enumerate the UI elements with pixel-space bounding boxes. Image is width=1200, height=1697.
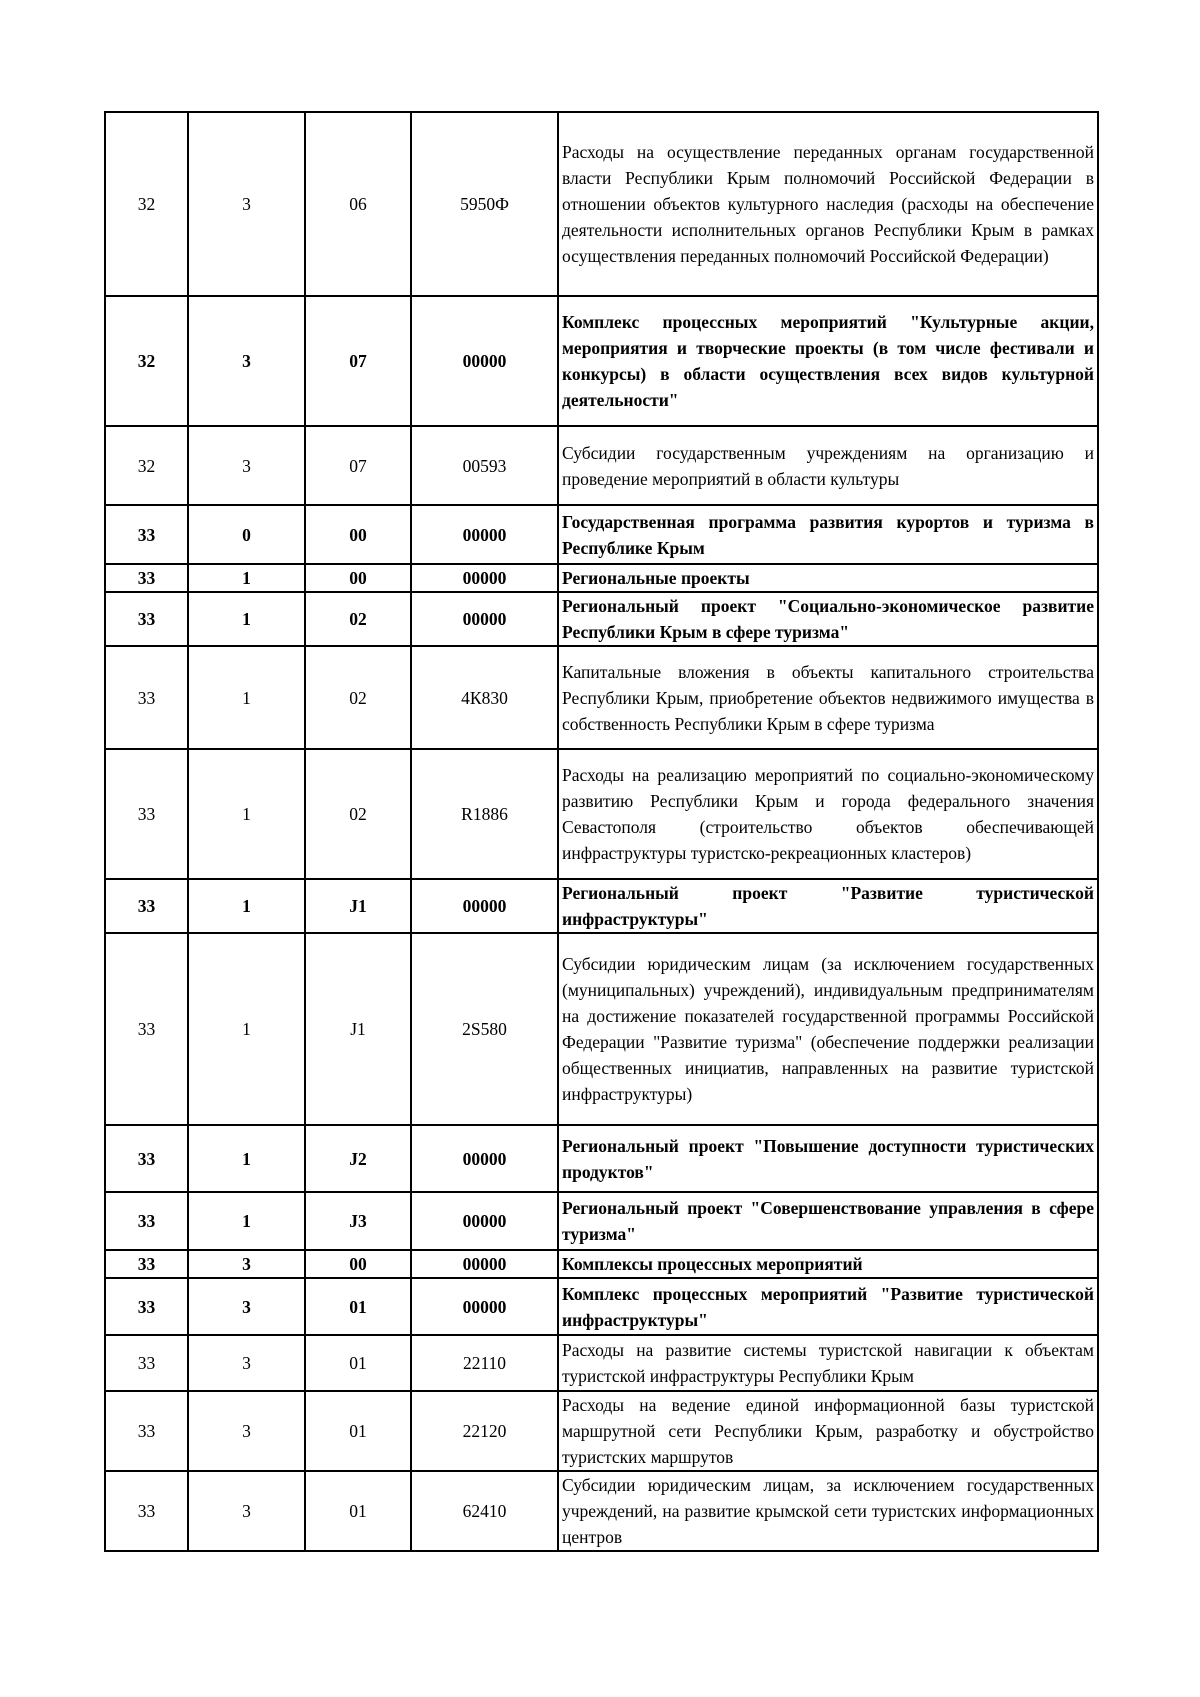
subprogram-code: 1 xyxy=(188,879,305,933)
direction-code: 62410 xyxy=(411,1471,558,1551)
direction-code: 22120 xyxy=(411,1391,558,1471)
event-code: 01 xyxy=(305,1335,411,1391)
subprogram-code: 3 xyxy=(188,1471,305,1551)
table-row xyxy=(105,1192,1098,1250)
subprogram-code: 3 xyxy=(188,112,305,296)
direction-code: 00000 xyxy=(411,592,558,646)
table-row xyxy=(105,1125,1098,1192)
table-row xyxy=(105,426,1098,505)
direction-code: 4К830 xyxy=(411,646,558,749)
subprogram-code: 3 xyxy=(188,426,305,505)
table-row xyxy=(105,1278,1098,1335)
table-row xyxy=(105,112,1098,296)
direction-code: 00593 xyxy=(411,426,558,505)
program-code: 33 xyxy=(105,1125,188,1192)
subprogram-code: 0 xyxy=(188,505,305,564)
direction-code: 00000 xyxy=(411,1250,558,1278)
program-code: 32 xyxy=(105,426,188,505)
program-code: 33 xyxy=(105,933,188,1125)
subprogram-code: 1 xyxy=(188,749,305,879)
program-code: 33 xyxy=(105,646,188,749)
expense-description: Региональный проект "Социально-экономическое развитие Республики Крым в сфере туризма" xyxy=(558,592,1098,646)
program-code: 32 xyxy=(105,112,188,296)
program-code: 33 xyxy=(105,879,188,933)
event-code: 00 xyxy=(305,505,411,564)
budget-classification-table xyxy=(104,111,1099,1552)
table-row xyxy=(105,1471,1098,1551)
subprogram-code: 3 xyxy=(188,1278,305,1335)
table-row xyxy=(105,646,1098,749)
event-code: 01 xyxy=(305,1471,411,1551)
program-code: 33 xyxy=(105,1335,188,1391)
expense-description: Комплексы процессных мероприятий xyxy=(558,1250,1098,1278)
event-code: 06 xyxy=(305,112,411,296)
event-code: 00 xyxy=(305,564,411,592)
direction-code: 2S580 xyxy=(411,933,558,1125)
program-code: 33 xyxy=(105,1391,188,1471)
program-code: 33 xyxy=(105,592,188,646)
program-code: 32 xyxy=(105,296,188,426)
event-code: 07 xyxy=(305,426,411,505)
program-code: 33 xyxy=(105,1278,188,1335)
direction-code: 00000 xyxy=(411,505,558,564)
program-code: 33 xyxy=(105,1192,188,1250)
event-code: 01 xyxy=(305,1278,411,1335)
subprogram-code: 3 xyxy=(188,1391,305,1471)
expense-description: Комплекс процессных мероприятий "Культурные акции, мероприятия и творческие проекты (в том числе фестивали и конкурсы) в области осуществления всех видов культурной деятельности" xyxy=(558,296,1098,426)
subprogram-code: 1 xyxy=(188,1125,305,1192)
subprogram-code: 3 xyxy=(188,296,305,426)
direction-code: 00000 xyxy=(411,879,558,933)
table-row xyxy=(105,933,1098,1125)
expense-description: Расходы на развитие системы туристской навигации к объектам туристской инфраструктуры Республики Крым xyxy=(558,1335,1098,1391)
direction-code: R1886 xyxy=(411,749,558,879)
table-row xyxy=(105,879,1098,933)
event-code: J2 xyxy=(305,1125,411,1192)
expense-description: Расходы на ведение единой информационной базы туристской маршрутной сети Республики Крым, разработку и обустройство туристских маршрутов xyxy=(558,1391,1098,1471)
event-code: 02 xyxy=(305,749,411,879)
direction-code: 22110 xyxy=(411,1335,558,1391)
direction-code: 00000 xyxy=(411,1192,558,1250)
expense-description: Региональный проект "Совершенствование управления в сфере туризма" xyxy=(558,1192,1098,1250)
expense-description: Комплекс процессных мероприятий "Развитие туристической инфраструктуры" xyxy=(558,1278,1098,1335)
expense-description: Капитальные вложения в объекты капитального строительства Республики Крым, приобретение объектов недвижимого имущества в собственность Республики Крым в сфере туризма xyxy=(558,646,1098,749)
program-code: 33 xyxy=(105,1471,188,1551)
event-code: 07 xyxy=(305,296,411,426)
event-code: 00 xyxy=(305,1250,411,1278)
subprogram-code: 1 xyxy=(188,646,305,749)
direction-code: 00000 xyxy=(411,296,558,426)
program-code: 33 xyxy=(105,505,188,564)
table-row xyxy=(105,592,1098,646)
event-code: 02 xyxy=(305,592,411,646)
direction-code: 00000 xyxy=(411,1278,558,1335)
program-code: 33 xyxy=(105,749,188,879)
table-row xyxy=(105,505,1098,564)
table-row xyxy=(105,1250,1098,1278)
table-row xyxy=(105,1391,1098,1471)
table-row xyxy=(105,749,1098,879)
expense-description: Субсидии юридическим лицам (за исключением государственных (муниципальных) учреждений), индивидуальным предпринимателям на достижение показателей государственной программы Российской Федерации "Развитие туризма" (обеспечение поддержки реализации общественных инициатив, направленных на развитие туристской инфраструктуры) xyxy=(558,933,1098,1125)
subprogram-code: 1 xyxy=(188,564,305,592)
event-code: 02 xyxy=(305,646,411,749)
expense-description: Региональный проект "Развитие туристической инфраструктуры" xyxy=(558,879,1098,933)
expense-description: Региональные проекты xyxy=(558,564,1098,592)
direction-code: 5950Ф xyxy=(411,112,558,296)
expense-description: Региональный проект "Повышение доступности туристических продуктов" xyxy=(558,1125,1098,1192)
table-row xyxy=(105,1335,1098,1391)
expense-description: Субсидии государственным учреждениям на организацию и проведение мероприятий в области культуры xyxy=(558,426,1098,505)
event-code: J1 xyxy=(305,933,411,1125)
table-row xyxy=(105,564,1098,592)
event-code: J3 xyxy=(305,1192,411,1250)
event-code: J1 xyxy=(305,879,411,933)
table-row xyxy=(105,296,1098,426)
direction-code: 00000 xyxy=(411,1125,558,1192)
event-code: 01 xyxy=(305,1391,411,1471)
direction-code: 00000 xyxy=(411,564,558,592)
expense-description: Субсидии юридическим лицам, за исключением государственных учреждений, на развитие крымской сети туристских информационных центров xyxy=(558,1471,1098,1551)
expense-description: Расходы на осуществление переданных органам государственной власти Республики Крым полномочий Российской Федерации в отношении объектов культурного наследия (расходы на обеспечение деятельности исполнительных органов Республики Крым в рамках осуществления переданных полномочий Российской Федерации) xyxy=(558,112,1098,296)
subprogram-code: 3 xyxy=(188,1250,305,1278)
program-code: 33 xyxy=(105,564,188,592)
subprogram-code: 1 xyxy=(188,1192,305,1250)
subprogram-code: 3 xyxy=(188,1335,305,1391)
expense-description: Расходы на реализацию мероприятий по социально-экономическому развитию Республики Крым и города федерального значения Севастополя (строительство объектов обеспечивающей инфраструктуры туристско-рекреационных кластеров) xyxy=(558,749,1098,879)
subprogram-code: 1 xyxy=(188,592,305,646)
expense-description: Государственная программа развития курортов и туризма в Республике Крым xyxy=(558,505,1098,564)
subprogram-code: 1 xyxy=(188,933,305,1125)
program-code: 33 xyxy=(105,1250,188,1278)
